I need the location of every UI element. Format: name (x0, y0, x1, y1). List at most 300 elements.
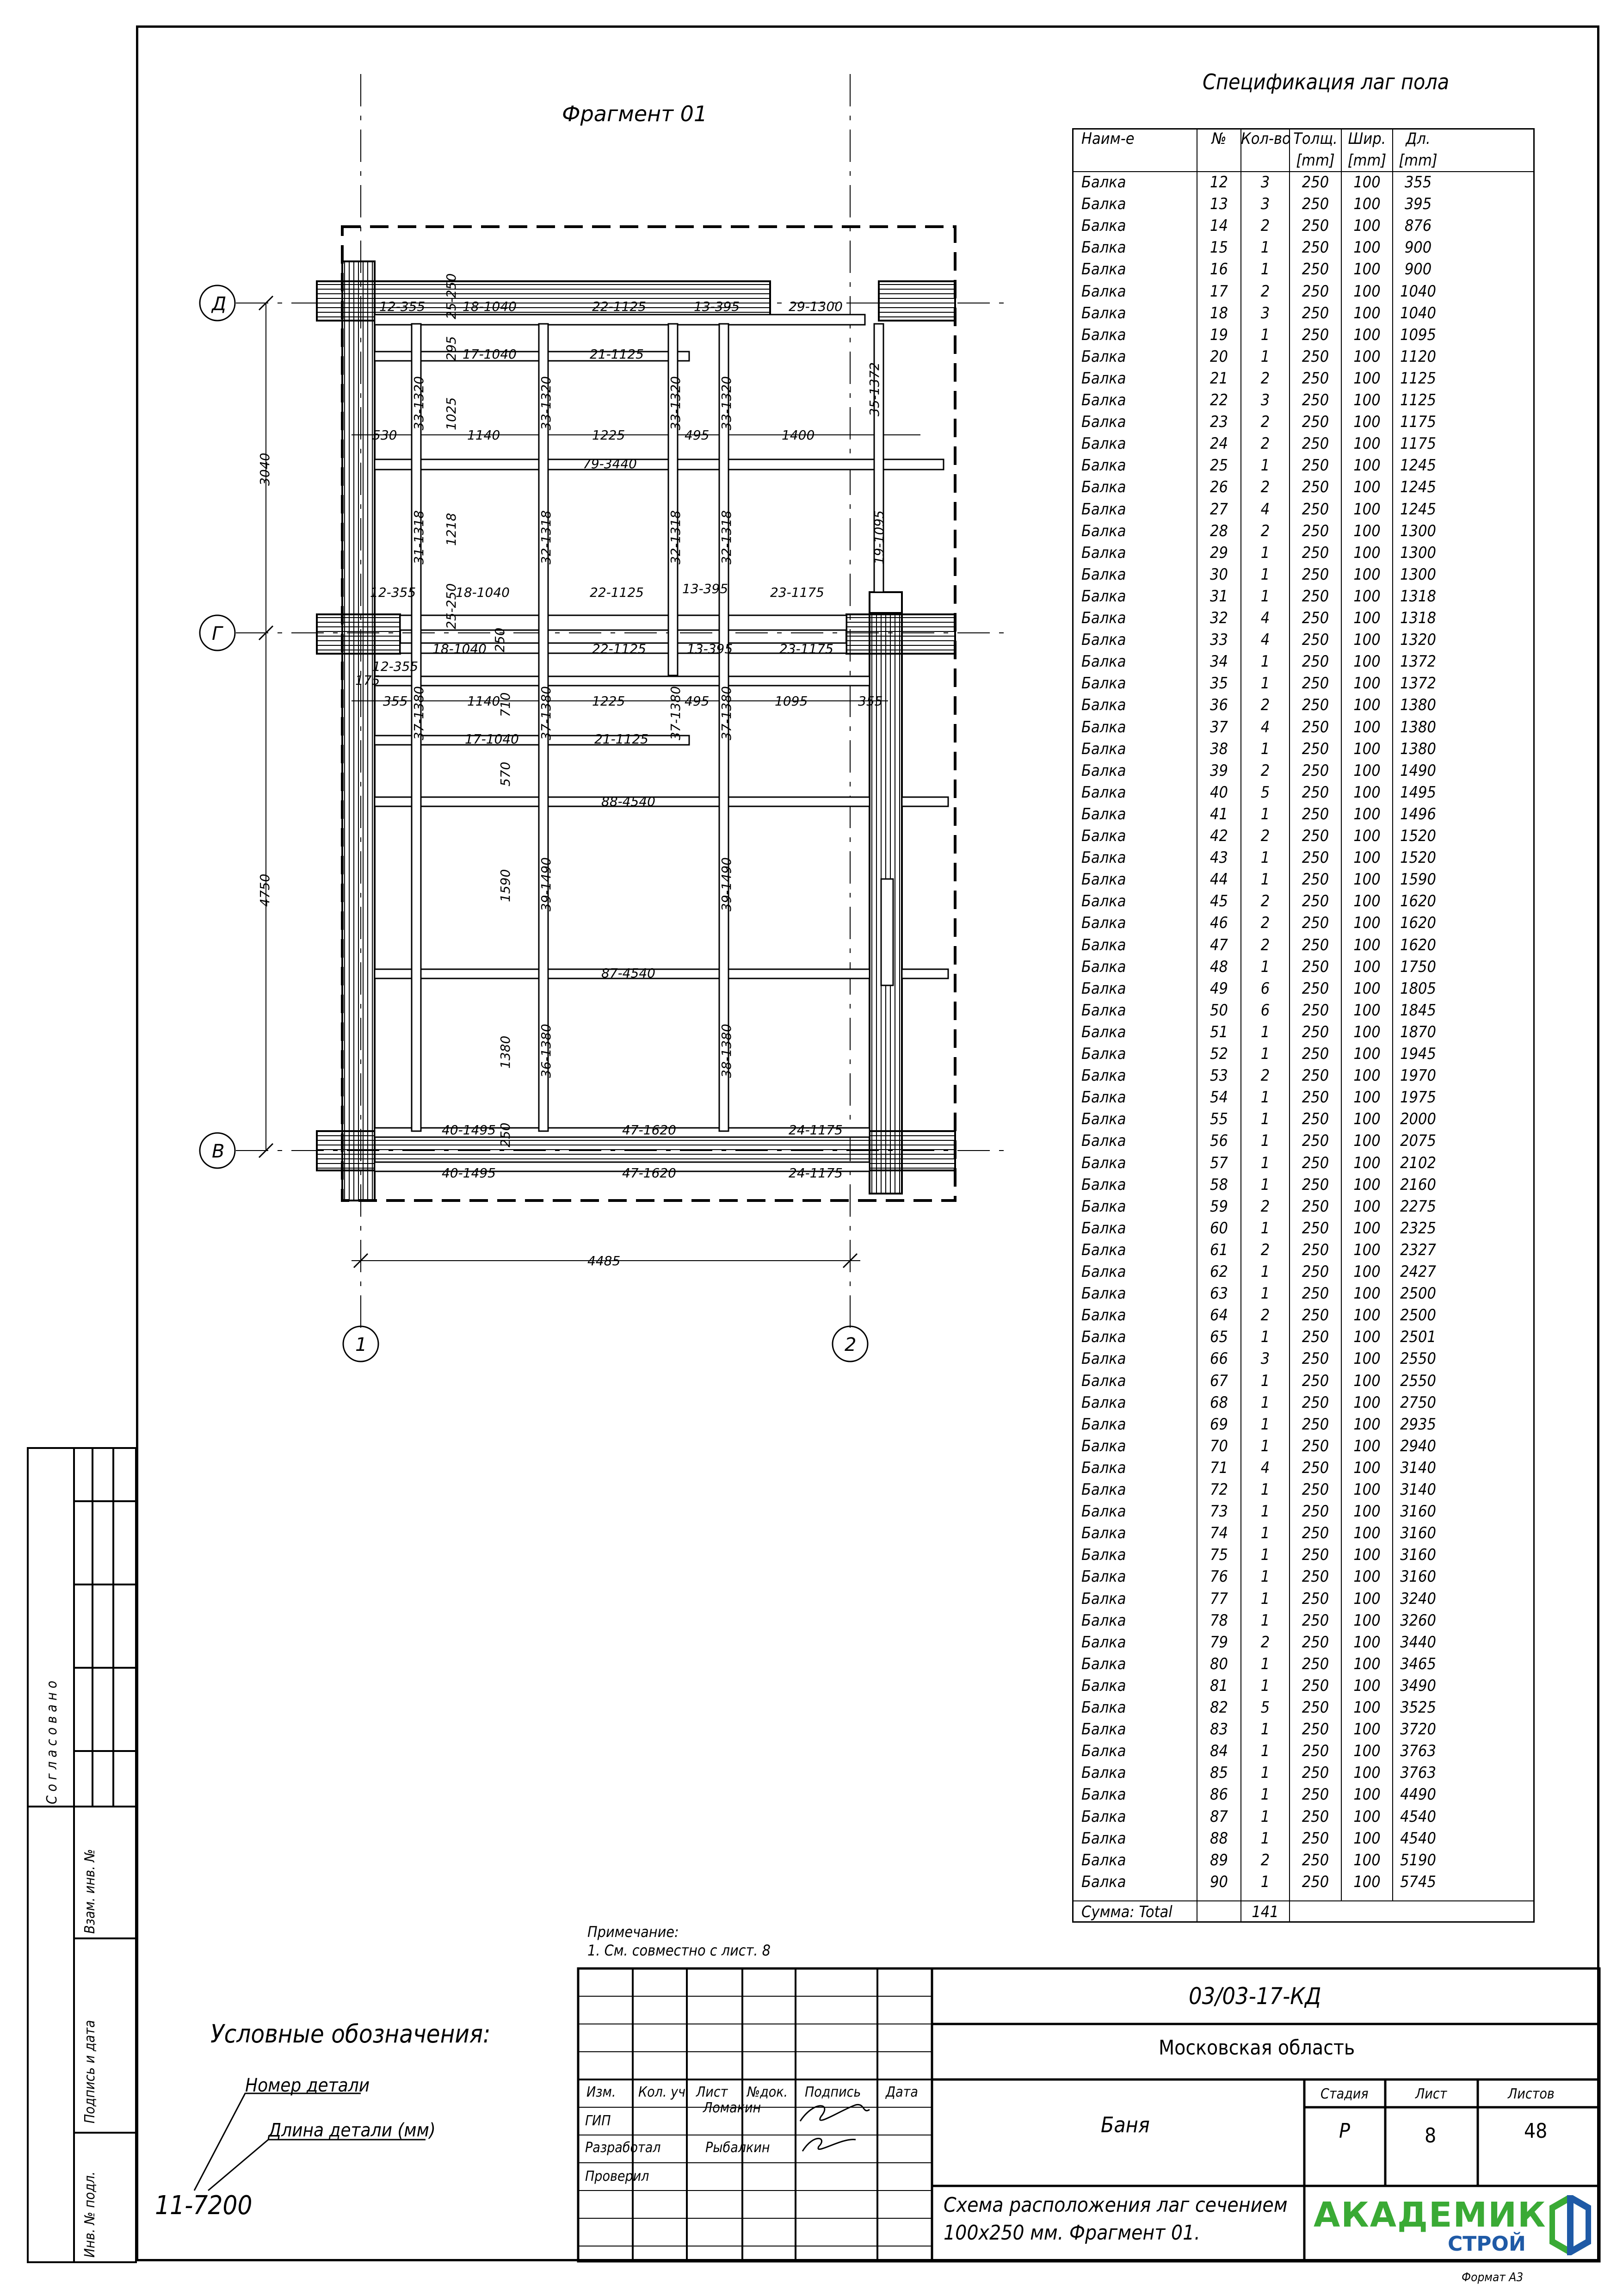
spec-row-cell: 100 (1353, 914, 1381, 933)
spec-row-cell: 1 (1260, 1764, 1270, 1782)
agreed-label: С о г л а с о в а н о (44, 1681, 60, 1804)
spec-row-cell: 250 (1302, 631, 1329, 650)
spec-row-cell: 5745 (1400, 1872, 1436, 1891)
spec-row-cell: 100 (1353, 1371, 1381, 1390)
spec-row-cell: 250 (1302, 1829, 1329, 1848)
spec-row-cell: 81 (1210, 1676, 1228, 1695)
spec-row-cell: 89 (1210, 1850, 1228, 1869)
spec-row-cell: 29 (1210, 543, 1228, 562)
spec-row-cell: 1845 (1400, 1001, 1436, 1020)
spec-row-cell: 2000 (1400, 1110, 1436, 1129)
spec-units-row-cell: [mm] (1399, 151, 1438, 170)
spec-total-label: Сумма: Total (1081, 1903, 1173, 1921)
spec-row-cell: 1120 (1400, 347, 1436, 366)
spec-row-cell: 2 (1260, 1240, 1270, 1259)
spec-row-cell: 1380 (1400, 696, 1436, 715)
spec-row-cell: 86 (1210, 1785, 1228, 1804)
spec-row-cell: 900 (1404, 238, 1432, 257)
spec-row-cell: 1372 (1400, 652, 1436, 671)
spec-row-cell: 3720 (1400, 1720, 1436, 1739)
spec-row-cell: Балка (1081, 1197, 1126, 1216)
spec-row-cell: Балка (1081, 718, 1126, 736)
spec-row-cell: 1 (1260, 1872, 1270, 1891)
spec-row-cell: 21 (1210, 369, 1228, 388)
spec-row-cell: 1 (1260, 1654, 1270, 1673)
spec-row-cell: Балка (1081, 347, 1126, 366)
spec-row-cell: Балка (1081, 1371, 1126, 1390)
spec-row-cell: 250 (1302, 1676, 1329, 1695)
notes-title: Примечание: (587, 1923, 679, 1941)
spec-row-cell: 1 (1260, 1785, 1270, 1804)
spec-row-cell: 4540 (1400, 1807, 1436, 1826)
spec-row-cell: 38 (1210, 739, 1228, 758)
spec-row-cell: 1 (1260, 1546, 1270, 1565)
spec-row-cell: 1 (1260, 652, 1270, 671)
lbl-36: 36-1380 (538, 1024, 554, 1078)
spec-row-cell: 100 (1353, 979, 1381, 998)
axis-d: Д (212, 293, 227, 315)
spec-row-cell: 100 (1353, 413, 1381, 432)
spec-row-cell: 876 (1404, 217, 1432, 235)
spec-row-cell: 52 (1210, 1045, 1228, 1063)
spec-row-cell: Балка (1081, 260, 1126, 279)
lbl-38: 38-1380 (719, 1024, 734, 1078)
spec-row-cell: 1 (1260, 456, 1270, 475)
spec-row-cell: 100 (1353, 1589, 1381, 1608)
spec-row-cell: 250 (1302, 805, 1329, 823)
spec-row-cell: 87 (1210, 1807, 1228, 1826)
spec-row-cell: 17 (1210, 282, 1228, 301)
spec-row-cell: 1 (1260, 325, 1270, 344)
lbl-19: 19-1095 (871, 510, 887, 564)
spec-row-cell: 250 (1302, 827, 1329, 845)
spec-row-cell: 250 (1302, 521, 1329, 540)
spec-row-cell: 1 (1260, 674, 1270, 693)
spec-row-cell: 71 (1210, 1458, 1228, 1477)
spec-row-cell: 100 (1353, 1654, 1381, 1673)
spec-row-cell: 2 (1260, 827, 1270, 845)
spec-row-cell: 100 (1353, 1829, 1381, 1848)
lbl-d1: 12-355 (379, 299, 426, 314)
spec-row-cell: 1 (1260, 1393, 1270, 1412)
spec-row-cell: Балка (1081, 325, 1126, 344)
spec-row-cell: 250 (1302, 1807, 1329, 1826)
spec-row-cell: 34 (1210, 652, 1228, 671)
spec-row-cell: Балка (1081, 1698, 1126, 1717)
spec-row-cell: 250 (1302, 1458, 1329, 1477)
notes-line1: 1. См. совместно с лист. 8 (587, 1942, 771, 1959)
lbl-d3: 22-1125 (592, 299, 646, 314)
lbl-37a: 37-1380 (411, 686, 426, 740)
spec-row-cell: 2940 (1400, 1436, 1436, 1455)
spec-row-cell: 2500 (1400, 1306, 1436, 1325)
spec-row-cell: Балка (1081, 413, 1126, 432)
spec-row-cell: 100 (1353, 282, 1381, 301)
spec-row-cell: 100 (1353, 456, 1381, 475)
spec-row-cell: Балка (1081, 1110, 1126, 1129)
spec-row-cell: 59 (1210, 1197, 1228, 1216)
fragment-title: Фрагмент 01 (562, 101, 708, 126)
spec-row-cell: 31 (1210, 587, 1228, 606)
spec-row-cell: Балка (1081, 914, 1126, 933)
spec-row-cell: 100 (1353, 1415, 1381, 1434)
spec-row-cell: 2160 (1400, 1175, 1436, 1194)
spec-row-cell: 100 (1353, 434, 1381, 453)
axis-v: В (212, 1141, 225, 1162)
spec-row-cell: Балка (1081, 1349, 1126, 1368)
dim-355a: 355 (383, 693, 408, 709)
spec-row-cell: 1372 (1400, 674, 1436, 693)
spec-row-cell: 50 (1210, 1001, 1228, 1020)
spec-row-cell: 2550 (1400, 1371, 1436, 1390)
spec-row-cell: 100 (1353, 587, 1381, 606)
spec-row-cell: 2 (1260, 217, 1270, 235)
sheet-value: 8 (1425, 2124, 1437, 2147)
spec-row-cell: 51 (1210, 1022, 1228, 1041)
spec-row-cell: 1 (1260, 870, 1270, 889)
spec-row-cell: 100 (1353, 609, 1381, 627)
spec-row-cell: 250 (1302, 325, 1329, 344)
spec-row-cell: Балка (1081, 500, 1126, 519)
lbl-g5: 23-1175 (770, 585, 824, 600)
spec-row-cell: 100 (1353, 1132, 1381, 1151)
spec-row-cell: 27 (1210, 500, 1228, 519)
sheet-title-1: Схема расположения лаг сечением (944, 2193, 1288, 2217)
role-gip: ГИП (585, 2113, 611, 2129)
spec-row-cell: Балка (1081, 1306, 1126, 1325)
lbl-v5: 47-1620 (622, 1165, 676, 1181)
spec-row-cell: 250 (1302, 1611, 1329, 1630)
spec-row-cell: 14 (1210, 217, 1228, 235)
spec-row-cell: 1 (1260, 1022, 1270, 1041)
spec-row-cell: 23 (1210, 413, 1228, 432)
spec-row-cell: 3260 (1400, 1611, 1436, 1630)
lbl-v33a: 33-1320 (411, 376, 426, 430)
spec-row-cell: 100 (1353, 935, 1381, 954)
spec-row-cell: 1 (1260, 1436, 1270, 1455)
spec-row-cell: 1 (1260, 1676, 1270, 1695)
spec-row-cell: 77 (1210, 1589, 1228, 1608)
spec-row-cell: 100 (1353, 718, 1381, 736)
spec-row-cell: 1490 (1400, 761, 1436, 780)
spec-row-cell: Балка (1081, 979, 1126, 998)
dim-1095: 1095 (775, 693, 808, 709)
dim-495b: 495 (685, 693, 710, 709)
spec-row-cell: 1 (1260, 1567, 1270, 1586)
spec-header-row-cell: Кол-во (1241, 130, 1291, 148)
spec-title: Спецификация лаг пола (1203, 69, 1450, 94)
dim-495: 495 (685, 427, 710, 443)
lbl-g4: 13-395 (682, 581, 728, 596)
spec-row-cell: 100 (1353, 1328, 1381, 1347)
spec-row-cell: Балка (1081, 1829, 1126, 1848)
spec-row-cell: 100 (1353, 1742, 1381, 1761)
spec-row-cell: Балка (1081, 587, 1126, 606)
spec-row-cell: 2935 (1400, 1415, 1436, 1434)
spec-row-cell: 1750 (1400, 957, 1436, 976)
spec-row-cell: 1520 (1400, 848, 1436, 867)
spec-row-cell: 250 (1302, 456, 1329, 475)
spec-row-cell: 250 (1302, 1850, 1329, 1869)
spec-row-cell: 395 (1404, 195, 1432, 214)
spec-row-cell: 63 (1210, 1284, 1228, 1303)
dim-4750: 4750 (257, 873, 272, 907)
spec-row-cell: 2 (1260, 1850, 1270, 1869)
spec-row-cell: Балка (1081, 1436, 1126, 1455)
spec-row-cell: 78 (1210, 1611, 1228, 1630)
spec-row-cell: 3160 (1400, 1524, 1436, 1543)
spec-row-cell: 85 (1210, 1764, 1228, 1782)
spec-row-cell: 3160 (1400, 1567, 1436, 1586)
spec-row-cell: 250 (1302, 674, 1329, 693)
spec-row-cell: 100 (1353, 1807, 1381, 1826)
spec-row-cell: 100 (1353, 325, 1381, 344)
spec-row-cell: 2 (1260, 282, 1270, 301)
lbl-v4: 40-1495 (442, 1165, 496, 1181)
spec-row-cell: 250 (1302, 1197, 1329, 1216)
spec-row-cell: 1 (1260, 587, 1270, 606)
beam-79: 79-3440 (583, 456, 637, 471)
spec-row-cell: 1 (1260, 1480, 1270, 1499)
sheets-label: Листов (1508, 2086, 1555, 2102)
podpis-label: Подпись и дата (82, 2020, 98, 2123)
spec-row-cell: 250 (1302, 434, 1329, 453)
spec-row-cell: 250 (1302, 739, 1329, 758)
spec-row-cell: 1 (1260, 260, 1270, 279)
spec-row-cell: 250 (1302, 1306, 1329, 1325)
spec-row-cell: 5190 (1400, 1850, 1436, 1869)
spec-row-cell: Балка (1081, 1219, 1126, 1238)
spec-row-cell: 250 (1302, 718, 1329, 736)
spec-row-cell: 1 (1260, 1611, 1270, 1630)
spec-row-cell: Балка (1081, 696, 1126, 715)
lbl-31: 31-1318 (411, 510, 426, 564)
spec-row-cell: 12 (1210, 173, 1228, 192)
spec-row-cell: 39 (1210, 761, 1228, 780)
lbl-39a: 39-1490 (538, 857, 554, 911)
spec-row-cell: 250 (1302, 195, 1329, 214)
spec-row-cell: 82 (1210, 1698, 1228, 1717)
spec-row-cell: 250 (1302, 935, 1329, 954)
spec-row-cell: Балка (1081, 1175, 1126, 1194)
lbl-35-1372: 35-1372 (867, 362, 882, 416)
spec-row-cell: 250 (1302, 848, 1329, 867)
lbl-v-250: 250 (498, 1122, 513, 1147)
spec-row-cell: 3160 (1400, 1502, 1436, 1521)
inv-label: Инв. № подл. (82, 2171, 98, 2258)
spec-row-cell: 250 (1302, 1001, 1329, 1020)
spec-row-cell: 1620 (1400, 935, 1436, 954)
spec-row-cell: Балка (1081, 957, 1126, 976)
spec-row-cell: 250 (1302, 1589, 1329, 1608)
spec-row-cell: Балка (1081, 1785, 1126, 1804)
spec-row-cell: 1 (1260, 1284, 1270, 1303)
dim-4485: 4485 (587, 1253, 621, 1269)
spec-row-cell: Балка (1081, 1153, 1126, 1172)
spec-row-cell: Балка (1081, 478, 1126, 497)
spec-row-cell: 3763 (1400, 1742, 1436, 1761)
spec-row-cell: 1380 (1400, 718, 1436, 736)
spec-row-cell: 1175 (1400, 413, 1436, 432)
spec-row-cell: 250 (1302, 1022, 1329, 1041)
spec-row-cell: 2327 (1400, 1240, 1436, 1259)
lbl-175: 175 (355, 673, 380, 688)
spec-row-cell: 44 (1210, 870, 1228, 889)
spec-row-cell: Балка (1081, 848, 1126, 867)
spec-row-cell: 100 (1353, 1001, 1381, 1020)
spec-row-cell: Балка (1081, 1132, 1126, 1151)
spec-row-cell: 1 (1260, 1153, 1270, 1172)
spec-row-cell: 1 (1260, 238, 1270, 257)
beam-88: 88-4540 (601, 794, 655, 809)
spec-row-cell: 1125 (1400, 369, 1436, 388)
spec-row-cell: 3140 (1400, 1458, 1436, 1477)
lbl-25-250: 25-250 (444, 273, 459, 319)
spec-row-cell: 100 (1353, 848, 1381, 867)
spec-row-cell: 100 (1353, 1022, 1381, 1041)
spec-row-cell: 3 (1260, 303, 1270, 322)
dim-1140: 1140 (467, 427, 500, 443)
spec-row-cell: 5 (1260, 783, 1270, 802)
spec-row-cell: 6 (1260, 979, 1270, 998)
spec-row-cell: 250 (1302, 1720, 1329, 1739)
spec-row-cell: 56 (1210, 1132, 1228, 1151)
lbl-d5: 29-1300 (789, 299, 843, 314)
spec-row-cell: 250 (1302, 478, 1329, 497)
col-kol: Кол. уч. (638, 2084, 690, 2100)
spec-row-cell: Балка (1081, 674, 1126, 693)
spec-row-cell: 2500 (1400, 1284, 1436, 1303)
spec-row-cell: Балка (1081, 1633, 1126, 1652)
spec-row-cell: 100 (1353, 1153, 1381, 1172)
spec-row-cell: 84 (1210, 1742, 1228, 1761)
legend-example: 11-7200 (155, 2191, 253, 2221)
spec-row-cell: 19 (1210, 325, 1228, 344)
spec-row-cell: 2550 (1400, 1349, 1436, 1368)
spec-row-cell: Балка (1081, 565, 1126, 584)
spec-row-cell: 250 (1302, 1567, 1329, 1586)
spec-row-cell: 100 (1353, 478, 1381, 497)
spec-row-cell: 4 (1260, 631, 1270, 650)
legend-part-number: Номер детали (245, 2075, 370, 2096)
spec-row-cell: Балка (1081, 434, 1126, 453)
spec-row-cell: 2 (1260, 1066, 1270, 1085)
spec-row-cell: 1975 (1400, 1088, 1436, 1107)
lbl-d7: 21-1125 (590, 347, 644, 362)
lbl-d6: 17-1040 (463, 347, 517, 362)
spec-row-cell: Балка (1081, 1066, 1126, 1085)
spec-row-cell: 83 (1210, 1720, 1228, 1739)
spec-row-cell: Балка (1081, 1284, 1126, 1303)
spec-row-cell: 250 (1302, 1872, 1329, 1891)
spec-row-cell: 100 (1353, 1524, 1381, 1543)
spec-row-cell: Балка (1081, 805, 1126, 823)
spec-row-cell: 1 (1260, 1415, 1270, 1434)
spec-row-cell: 100 (1353, 369, 1381, 388)
sheet-title-2: 100х250 мм. Фрагмент 01. (944, 2221, 1200, 2245)
dim-710: 710 (498, 692, 513, 717)
spec-row-cell: 100 (1353, 500, 1381, 519)
spec-row-cell: 250 (1302, 914, 1329, 933)
spec-row-cell: 250 (1302, 1110, 1329, 1129)
spec-row-cell: Балка (1081, 870, 1126, 889)
region: Московская область (1159, 2036, 1355, 2060)
sheet-label: Лист (1415, 2086, 1447, 2102)
spec-row-cell: 4 (1260, 609, 1270, 627)
spec-row-cell: 2 (1260, 761, 1270, 780)
spec-row-cell: 43 (1210, 848, 1228, 867)
spec-row-cell: 48 (1210, 957, 1228, 976)
spec-row-cell: 3465 (1400, 1654, 1436, 1673)
spec-row-cell: 250 (1302, 500, 1329, 519)
spec-row-cell: 1095 (1400, 325, 1436, 344)
spec-row-cell: Балка (1081, 1045, 1126, 1063)
spec-row-cell: 100 (1353, 1546, 1381, 1565)
lbl-295: 295 (444, 336, 459, 361)
spec-row-cell: 3 (1260, 173, 1270, 192)
spec-row-cell: 100 (1353, 827, 1381, 845)
spec-units-row-cell: [mm] (1296, 151, 1335, 170)
spec-row-cell: 1870 (1400, 1022, 1436, 1041)
spec-row-cell: 42 (1210, 827, 1228, 845)
spec-row-cell: 250 (1302, 609, 1329, 627)
spec-row-cell: 250 (1302, 761, 1329, 780)
signature-marks (800, 2104, 870, 2151)
spec-row-cell: 3 (1260, 1349, 1270, 1368)
spec-row-cell: 53 (1210, 1066, 1228, 1085)
stage-label: Стадия (1321, 2086, 1369, 2102)
spec-row-cell: 250 (1302, 1240, 1329, 1259)
spec-header-row-cell: Шир. (1348, 130, 1386, 148)
legend-title: Условные обозначения: (210, 2019, 491, 2048)
spec-row-cell: 75 (1210, 1546, 1228, 1565)
spec-row-cell: 1300 (1400, 565, 1436, 584)
spec-row-cell: 3763 (1400, 1764, 1436, 1782)
dim-570: 570 (498, 761, 513, 786)
spec-row-cell: 250 (1302, 347, 1329, 366)
lbl-1025: 1025 (444, 397, 459, 430)
spec-row-cell: 20 (1210, 347, 1228, 366)
spec-row-cell: 100 (1353, 1066, 1381, 1085)
role-check: Проверил (585, 2168, 649, 2185)
spec-row-cell: Балка (1081, 303, 1126, 322)
spec-row-cell: Балка (1081, 1872, 1126, 1891)
spec-row-cell: Балка (1081, 761, 1126, 780)
spec-row-cell: 1 (1260, 1720, 1270, 1739)
spec-row-cell: 4 (1260, 500, 1270, 519)
dim-1225b: 1225 (592, 693, 625, 709)
spec-row-cell: 100 (1353, 696, 1381, 715)
spec-row-cell: 3440 (1400, 1633, 1436, 1652)
spec-row-cell: 79 (1210, 1633, 1228, 1652)
col-podpis: Подпись (805, 2084, 861, 2100)
lbl-1218: 1218 (444, 513, 459, 546)
beam-87: 87-4540 (601, 965, 655, 981)
spec-row-cell: 250 (1302, 1284, 1329, 1303)
spec-row-cell: 100 (1353, 1088, 1381, 1107)
lbl-g1: 12-355 (370, 585, 416, 600)
spec-row-cell: 250 (1302, 1633, 1329, 1652)
col-data: Дата (886, 2084, 918, 2100)
spec-row-cell: 100 (1353, 1393, 1381, 1412)
spec-row-cell: 100 (1353, 631, 1381, 650)
spec-row-cell: 100 (1353, 652, 1381, 671)
spec-row-cell: 100 (1353, 173, 1381, 192)
axis-1: 1 (355, 1334, 367, 1355)
spec-row-cell: 4 (1260, 718, 1270, 736)
spec-row-cell: 100 (1353, 1785, 1381, 1804)
spec-row-cell: 100 (1353, 1502, 1381, 1521)
